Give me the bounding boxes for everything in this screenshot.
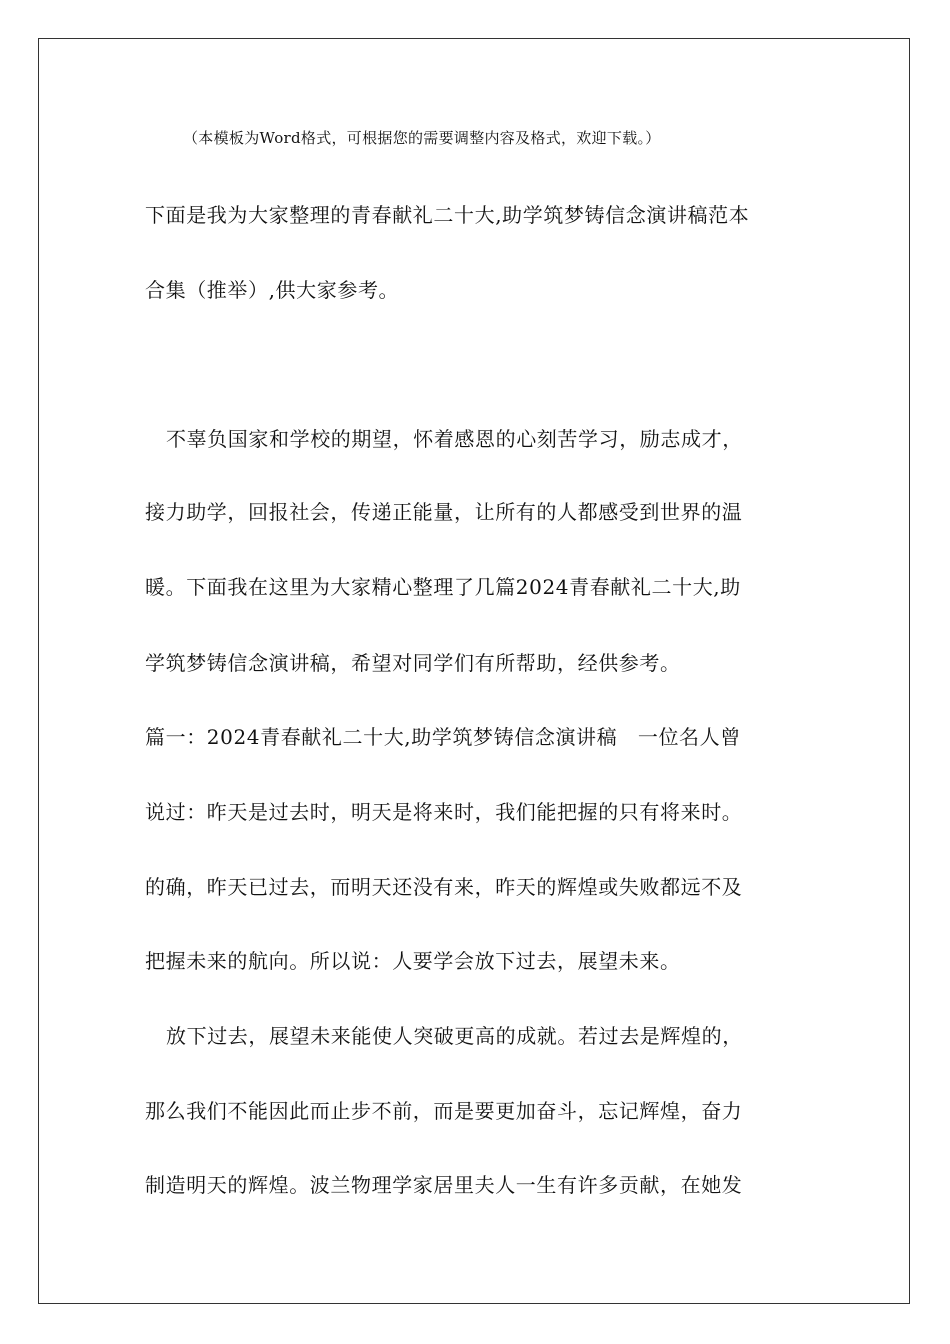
text-line-9: 的确，昨天已过去，而明天还没有来，昨天的辉煌或失败都远不及 <box>145 875 743 899</box>
text-line-8: 说过：昨天是过去时，明天是将来时，我们能把握的只有将来时。 <box>145 800 743 824</box>
text-line-13: 制造明天的辉煌。波兰物理学家居里夫人一生有许多贡献，在她发 <box>145 1173 743 1197</box>
text-line-6: 学筑梦铸信念演讲稿，希望对同学们有所帮助，经供参考。 <box>145 651 681 675</box>
text-line-4: 接力助学，回报社会，传递正能量，让所有的人都感受到世界的温 <box>145 500 743 524</box>
text-line-7: 篇一：2024青春献礼二十大,助学筑梦铸信念演讲稿 一位名人曾 <box>145 725 741 749</box>
text-line-2: 合集（推举）,供大家参考。 <box>145 278 400 302</box>
text-line-12: 那么我们不能因此而止步不前，而是要更加奋斗，忘记辉煌，奋力 <box>145 1099 743 1123</box>
template-notice: （本模板为Word格式，可根据您的需要调整内容及格式，欢迎下载。） <box>183 129 661 147</box>
text-line-3: 不辜负国家和学校的期望，怀着感恩的心刻苦学习，励志成才， <box>166 427 743 451</box>
text-line-1: 下面是我为大家整理的青春献礼二十大,助学筑梦铸信念演讲稿范本 <box>145 203 750 227</box>
text-line-5: 暖。下面我在这里为大家精心整理了几篇2024青春献礼二十大,助 <box>145 575 741 599</box>
text-line-10: 把握未来的航向。所以说：人要学会放下过去，展望未来。 <box>145 949 681 973</box>
text-line-11: 放下过去，展望未来能使人突破更高的成就。若过去是辉煌的， <box>166 1024 743 1048</box>
